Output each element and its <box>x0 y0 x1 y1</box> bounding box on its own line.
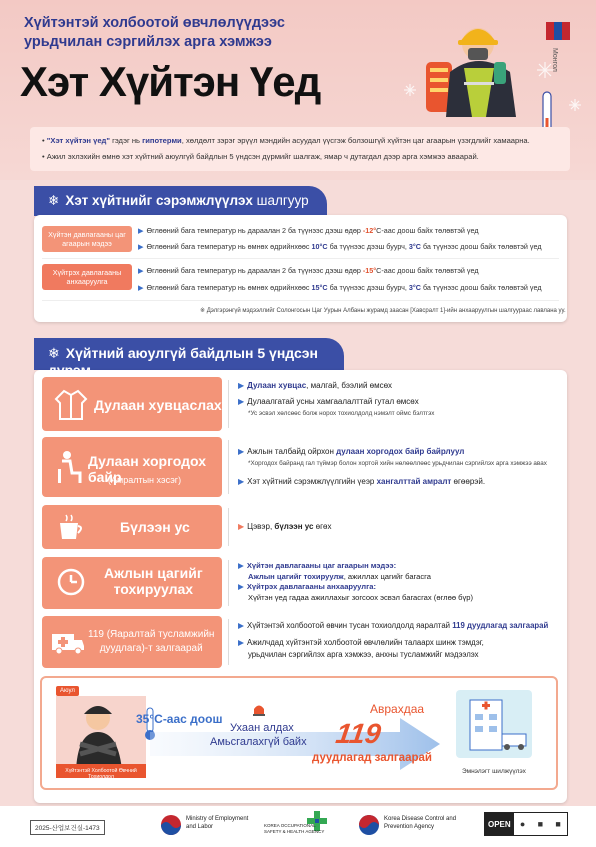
rule-note: *Хоргодох байранд гал түймэр болон хортой хийн нөлөөллөөс урьдчилан сэргийлэх арга хэмжээ авах <box>248 460 547 467</box>
snowflake-icon: ❄ <box>48 345 60 361</box>
subtitle-line: урьдчилан сэргийлэх арга хэмжээ <box>24 34 272 50</box>
criteria-value: 10°С <box>311 242 328 251</box>
level2-line: ▶ Өглөөний бага температур нь дараалан 2 ба түүнээс дээш өдөр -15°С-аас доош байх төлөвтэй үед <box>138 266 479 275</box>
alarm-icon <box>252 702 266 716</box>
nc-icon: ■ <box>537 819 544 829</box>
criteria-note: ※ Дэлгэрэнгүй мэдээллийг Солонгосын Цаг Уурын Албаны журамд заасан [Хавсралт 1]-ийн анхааруулгын шалгуурааc лавлана уу. <box>200 308 566 314</box>
org-name: KOREA OCCUPATIONAL <box>264 823 316 828</box>
rule-text: өгөөрэй. <box>451 477 486 486</box>
criteria-heading-text: шалгуур <box>256 193 309 208</box>
org-kdca <box>384 815 456 831</box>
ambulance-icon <box>50 630 86 656</box>
rule-text: урьдчилан сэргийлэх арга хэмжээ, анхны тусламжийг мэдээлэх <box>248 650 479 659</box>
rule-label-text: Бүлээн ус <box>120 519 190 535</box>
rule-text: , малгай, бээлий өмсөх <box>306 381 393 390</box>
criteria-text: Өглөөний бага температур нь өмнөх өдрийнхөөс <box>146 283 312 292</box>
criteria-heading-text: Хэт хүйтнийг сэрэмжлүүлэх <box>65 193 253 208</box>
rule-text: , ажиллах цагийг багасга <box>343 571 431 581</box>
mongolian-flag-icon <box>546 22 570 40</box>
org-name: Ministry of Employment <box>186 816 249 822</box>
criteria-value: 15°С <box>311 283 328 292</box>
rule-label-shelter <box>42 437 222 497</box>
criteria-value: 3°С <box>408 283 421 292</box>
rule-keyword: Дулаан хувцас <box>247 381 307 390</box>
rule-label-line: 119 (Яаралтай тусламжийн <box>88 629 215 640</box>
criteria-text: С-аас доош байх төлөвтэй үед <box>376 226 479 235</box>
org-kosha <box>264 823 324 835</box>
hospital-label: Эмнэлэгт шилжүүлэх <box>462 768 526 775</box>
rule-text-emergency: ▶ Хүйтэнтэй холбоотой өвчин тусан тохиолдолд яаралтай 119 дуудлагад залгаарай ▶ Ажилчдад хүйтэнтэй холбоотой өвчлөлийн талаарх шинж тэмдэг, урьдчилан сэргийлэх арга хэмжээ, анхны тусламжийг мэдээлэх <box>238 621 549 659</box>
rule-keyword: Хүйтэн давлагааны цаг агаарын мэдээ: <box>246 561 397 570</box>
rule-label-text: Дулаан хоргодох байр <box>88 453 206 485</box>
criteria-text: Өглөөний бага температур нь дараалан 2 ба түүнээс дээш өдөр <box>146 266 363 275</box>
urgent-label: Аврахдаа <box>370 702 425 716</box>
rule-label-text <box>88 628 214 656</box>
worker-illustration <box>420 12 540 117</box>
temperature-warning: 35°С-аас доош <box>136 712 223 726</box>
case-badge: Хүйтэнтэй Холбоотой Өвчний Тохиолдол <box>56 764 146 778</box>
org-name: Prevention Agency <box>384 824 435 830</box>
symptom-text: Ухаан алдах <box>230 722 294 734</box>
cup-icon <box>56 513 86 541</box>
rule-keyword: Ажлын цагийг тохируулж <box>248 571 344 581</box>
level1-line: ▶ Өглөөний бага температур нь өмнөх өдрийнхөөс 10°С ба түүнээс дээш буурч, 3°С ба түүнээс доош байх төлөвтэй үед <box>138 242 542 251</box>
rule-text: Ажилчдад хүйтэнтэй холбоотой өвчлөлийн талаарх шинж тэмдэг, <box>247 638 484 647</box>
rule-text: Хэт хүйтний сэрэмжлүүлгийн үеэр <box>247 477 377 486</box>
page-title: Хэт Хүйтэн Үед <box>20 58 321 105</box>
level1-label: Хүйтэн давлагааны цаг агаарын мэдээ <box>42 226 132 252</box>
rest-icon <box>54 449 84 485</box>
jacket-icon <box>54 387 88 421</box>
criteria-heading <box>34 186 327 216</box>
rule-label-line: тохируулах <box>113 581 194 597</box>
intro-term: гипотерми <box>142 136 182 145</box>
by-icon: ● <box>519 819 526 829</box>
level2-line: ▶ Өглөөний бага температур нь өмнөх өдрийнхөөс 15°С ба түүнээс дээш буурч, 3°С ба түүнээс доош байх төлөвтэй үед <box>138 283 542 292</box>
license-text: OPEN <box>485 813 514 835</box>
level2-label: Хүйтрэх давлагааны анхааруулга <box>42 264 132 290</box>
rule-sublabel: (Амралтын хэсэг) <box>108 475 182 485</box>
moel-logo-icon <box>160 814 182 836</box>
divider <box>228 560 229 606</box>
nd-icon: ■ <box>555 819 561 829</box>
org-name: Korea Disease Control and <box>384 816 457 822</box>
rule-label-water <box>42 505 222 549</box>
emergency-number: 119 <box>333 718 383 749</box>
subtitle-line: Хүйтэнтэй холбоотой өвчлөлүүдээс <box>24 15 285 31</box>
call-instruction: дуудлагад залгаарай <box>312 752 432 764</box>
symptom-text: Амьсгалахгүй байх <box>210 736 307 748</box>
rule-label-line: Ажлын цагийг <box>104 565 203 581</box>
divider <box>228 619 229 665</box>
divider <box>228 440 229 494</box>
intro-line: • Ажил эхлэхийн өмнө хэт хүйтний аюулгүй байдлын 5 үндсэн дүрмийг шалгаж, ямар ч дутагдал дээр арга хэмжээ аваарай. <box>42 152 479 161</box>
clock-icon <box>56 567 86 597</box>
rule-text: Дулаалгатай усны хамгаалалттай гутал өмсөх <box>247 397 419 406</box>
rule-keyword: бүлээн ус <box>274 522 314 531</box>
rule-text: Цэвэр, <box>247 522 275 531</box>
rule-text-clothing: ▶ Дулаан хувцас, малгай, бээлий өмсөх ▶ Дулаалгатай усны хамгаалалттай гутал өмсөх *Ус эсвэл хөлсөөс болж норох тохиолдолд нэмэлт оймс бэлтгэх <box>238 380 434 420</box>
open-license-badge <box>484 812 568 836</box>
kdca-logo-icon <box>358 814 380 836</box>
intro-line: • "Хэт хүйтэн үед" гэдэг нь гипотерми, хөлдөлт зэрэг эрүүл мэндийн асуудал үүсгэж болзошгүй хүйтэн цаг агаарын үзэгдлийг хамаарна. <box>42 136 530 145</box>
org-moel <box>186 815 248 831</box>
divider <box>228 508 229 546</box>
rules-heading <box>34 338 344 370</box>
criteria-text: ба түүнээс доош байх төлөвтэй үед <box>420 283 542 292</box>
cold-victim-illustration <box>56 696 146 770</box>
rule-keyword: дулаан хоргодох байр байрлуул <box>336 447 465 456</box>
intro-text: , хөлдөлт зэрэг эрүүл мэндийн асуудал үүсгэж болзошгүй хүйтэн цаг агаарын үзэгдлийг хамаарна. <box>181 136 530 145</box>
rule-keyword: 119 дуудлагад залгаарай <box>452 621 549 630</box>
divider <box>42 258 559 259</box>
rule-text-shelter: ▶ Ажлын талбайд ойрхон дулаан хоргодох байр байрлуул *Хоргодох байранд гал түймэр болон хортой хийн нөлөөллөөс урьдчилан сэргийлэх арга хэмжээ авах ▶ Хэт хүйтний сэрэмжлүүлгийн үеэр хангалттай амралт өгөөрэй. <box>238 447 547 486</box>
divider <box>42 300 559 301</box>
snowflake-icon: ❄ <box>48 193 60 208</box>
rule-label-text: Дулаан хувцаслах <box>94 397 222 413</box>
rule-text: Ажлын талбайд ойрхон <box>247 447 337 456</box>
org-name: and Labor <box>186 824 214 830</box>
rule-label-clothing <box>42 377 222 431</box>
rule-note: *Ус эсвэл хөлсөөс болж норох тохиолдолд нэмэлт оймс бэлтгэх <box>248 410 435 417</box>
rule-label-text <box>104 565 203 597</box>
document-code: 2025-산업보건실-1473 <box>30 820 105 835</box>
rules-heading-text: Хүйтний аюулгүй байдлын 5 үндсэн <box>65 345 318 361</box>
criteria-value: 3°С <box>408 242 421 251</box>
rule-label-emergency <box>42 616 222 668</box>
intro-term: "Хэт хүйтэн үед" <box>46 136 110 145</box>
intro-text: Ажил эхлэхийн өмнө хэт хүйтний аюулгүй байдлын 5 үндсэн дүрмийг шалгаж, ямар ч дутагдал дээр арга хэмжээ аваарай. <box>46 152 479 161</box>
rule-keyword: Хүйтрэх давлагааны анхааруулга: <box>246 582 377 591</box>
rule-label-line: дуудлага)-т залгаарай <box>99 643 203 654</box>
criteria-value: -15° <box>362 266 377 275</box>
rule-text-water: ▶ Цэвэр, бүлээн ус өгөх <box>238 522 332 531</box>
symptoms <box>230 722 294 734</box>
intro-box <box>30 127 570 171</box>
org-name: SAFETY & HEALTH AGENCY <box>264 829 325 834</box>
rule-text-hours: ▶ Хүйтэн давлагааны цаг агаарын мэдээ: Ажлын цагийг тохируулж, ажиллах цагийг багасга ▶ Хүйтрэх давлагааны анхааруулга: Хүйтэн үед гадаа ажиллахыг зогсоох эсвэл багасгах (өглөө бүр) <box>238 561 474 602</box>
rule-keyword: хангалттай амралт <box>376 477 452 486</box>
criteria-text: С-аас доош байх төлөвтэй үед <box>376 266 479 275</box>
license-icons <box>514 813 567 835</box>
criteria-text: ба түүнээс доош байх төлөвтэй үед <box>420 242 542 251</box>
level1-line: ▶ Өглөөний бага температур нь дараалан 2 ба түүнээс дээш өдөр -12°С-аас доош байх төлөвтэй үед <box>138 226 479 235</box>
danger-tag: Аюул <box>56 686 79 696</box>
rule-text: өгөх <box>313 522 332 531</box>
criteria-text: ба түүнээс дээш буурч, <box>327 242 409 251</box>
rule-text: Хүйтэнтэй холбоотой өвчин тусан тохиолдолд яаралтай <box>247 621 453 630</box>
divider <box>228 380 229 428</box>
subtitle <box>24 14 285 52</box>
flag-label: Монгол <box>551 48 558 72</box>
intro-text: гэдэг нь <box>109 136 143 145</box>
criteria-text: Өглөөний бага температур нь дараалан 2 ба түүнээс дээш өдөр <box>146 226 363 235</box>
criteria-value: -12° <box>362 226 377 235</box>
criteria-text: ба түүнээс дээш буурч, <box>327 283 409 292</box>
rule-label-hours <box>42 557 222 609</box>
hospital-illustration <box>456 690 532 758</box>
criteria-text: Өглөөний бага температур нь өмнөх өдрийнхөөс <box>146 242 312 251</box>
rule-text: Хүйтэн үед гадаа ажиллахыг зогсоох эсвэл багасгах (өглөө бүр) <box>248 592 474 602</box>
